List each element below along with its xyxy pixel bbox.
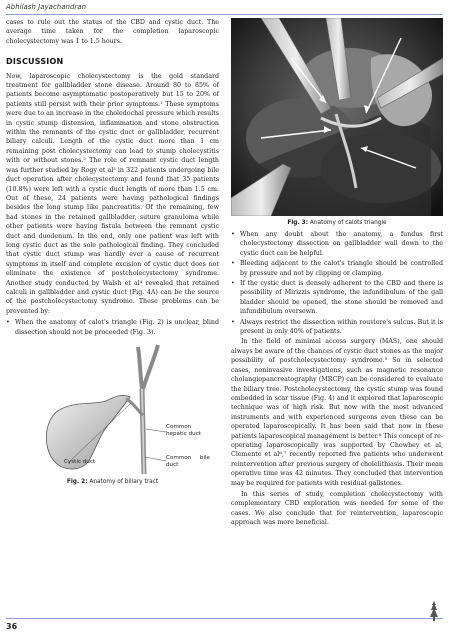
label-common-bile-duct: Common bile duct xyxy=(166,455,210,468)
list-item: • When the anatomy of calot's triangle (Fig. 2) is unclear, blind dissection should not be proceeded (Fig. 3). xyxy=(6,318,219,337)
footer-rule xyxy=(6,618,443,619)
discussion-paragraph-2: In the field of minimal access surgery (MAS), one should always be aware of the chances of cystic duct stones as the major possibility of postcholecystectomy syndrome.⁵ So in selected cases, noninvasive investigations, such as magnetic resonance cholangiopancreatography (MRCP) can be considered to evaluate the biliary tree. Postcholecystectomy, the cystic stump was found embedded in scar tissue (Fig. 4) and it explored that laparoscopic technique was of high risk. But now with the most advanced instruments and with experienced surgeons even these can be operated laparoscopically. It has been said that now in these patients laparoscopical management is better.⁶ This concept of re-operating laparoscopically was supported by Chowbey et al, Clemente et al⁶,⁷ recently reported five patients who underwent reintervention after previous surgery of cholelithiasis. Their mean operative time was 42 minutes. They concluded that intervention may be required for patients with residual gallstones. xyxy=(231,338,444,487)
calots-triangle-photo xyxy=(231,18,443,216)
recommendations-list xyxy=(231,230,443,336)
section-heading: DISCUSSION xyxy=(6,57,64,67)
list-item: • Bleeding adjacent to the calot's triangle should be controlled by pressure and not by clipping or clamping. xyxy=(231,259,443,278)
figure-3-caption-label: Fig. 3: xyxy=(287,220,309,226)
right-column xyxy=(231,18,443,530)
list-item: • Always restrict the dissection within rouviere's sulcus. But it is present in only 40% of patients. xyxy=(231,318,443,337)
discussion-paragraph-3: In this series of study, completion cholecystectomy with complementary CBD exploration was needed for some of the cases. We also conclude that for reintervention, laparoscopic approach was more beneficial. xyxy=(231,490,443,527)
label-cystic-duct: Cystic duct xyxy=(64,459,96,465)
intro-paragraph: cases to rule out the status of the CBD and cystic duct. The average time taken for the completion laparoscopic cholecystectomy was 1 to 1.5 hours. xyxy=(6,19,219,45)
page-number: 36 xyxy=(6,622,18,631)
figure-3-caption-text: Anatomy of calots triangle xyxy=(308,220,387,226)
label-common-hepatic-duct: Common hepatic duct xyxy=(166,424,201,437)
figure-3-caption xyxy=(231,219,443,228)
prevention-list xyxy=(6,318,219,337)
running-header: Abhilash Jayachandran xyxy=(6,3,87,11)
left-column xyxy=(6,18,219,489)
header-rule xyxy=(6,14,443,15)
list-item: • If the cystic duct is densely adherent to the CBD and there is possibility of Mirizzis syndrome, the infundibulum of the gall bladder should be opened, the stone should be removed and infundibulum oversewn. xyxy=(231,279,443,317)
figure-2 xyxy=(6,339,219,489)
figure-2-caption-text: Anatomy of biliary tract xyxy=(87,479,159,485)
figure-2-caption-label: Fig. 2: xyxy=(66,479,88,485)
publisher-logo-icon xyxy=(429,601,439,623)
list-item: • When any doubt about the anatomy, a fundus first cholecystectomy dissection on gallbladder wall down to the cystic duct can be helpful. xyxy=(231,230,443,258)
discussion-paragraph: Now, laparoscopic cholecystectomy is the gold standard treatment for gallbladder stone disease. Around 80 to 85% of patients become asymptomatic postoperatively but 15 to 20% of patients still persist with their prior symptoms.¹ These symptoms were due to an increase in the choledochal pressure which results in cystic stump distension, inflammation and stone obstruction within the remnants of the cystic duct or gallbladder, recurrent biliary calculi. Length of the cystic duct more than 1 cm remaining post cholecystectomy can lead to stump cholecystitis with or without stones.² The role of remnant cystic duct length was further studied by Rogy et al³ in 322 patients undergoing bile duct operation after cholecystectomy and found that 35 patients (10.8%) were left with a cystic duct length of more than 1.5 cm. Out of these, 24 patients were having pathological findings besides the long stump like pancreatitis. Of the remaining, few had stones in the retained gallbladder, suture granuloma while other patients were having fistula between the remnant cystic duct and duodenum. In the end, only one patient was left with long cystic duct as the sole pathological finding. They concluded that cystic duct stump was hardly ever a cause of recurrent symptoms in itself and complete excision of cystic duct does not eliminate the existence of postcholecystectomy syndrome. Another study conducted by Walsh et al⁴ revealed that retained calculi in gallbladder and cystic duct (Fig. 4A) can be the source of the postcholecystectomy syndrome. These problems can be prevented by: xyxy=(6,72,219,315)
figure-3 xyxy=(231,18,443,230)
figure-2-caption xyxy=(6,478,219,487)
